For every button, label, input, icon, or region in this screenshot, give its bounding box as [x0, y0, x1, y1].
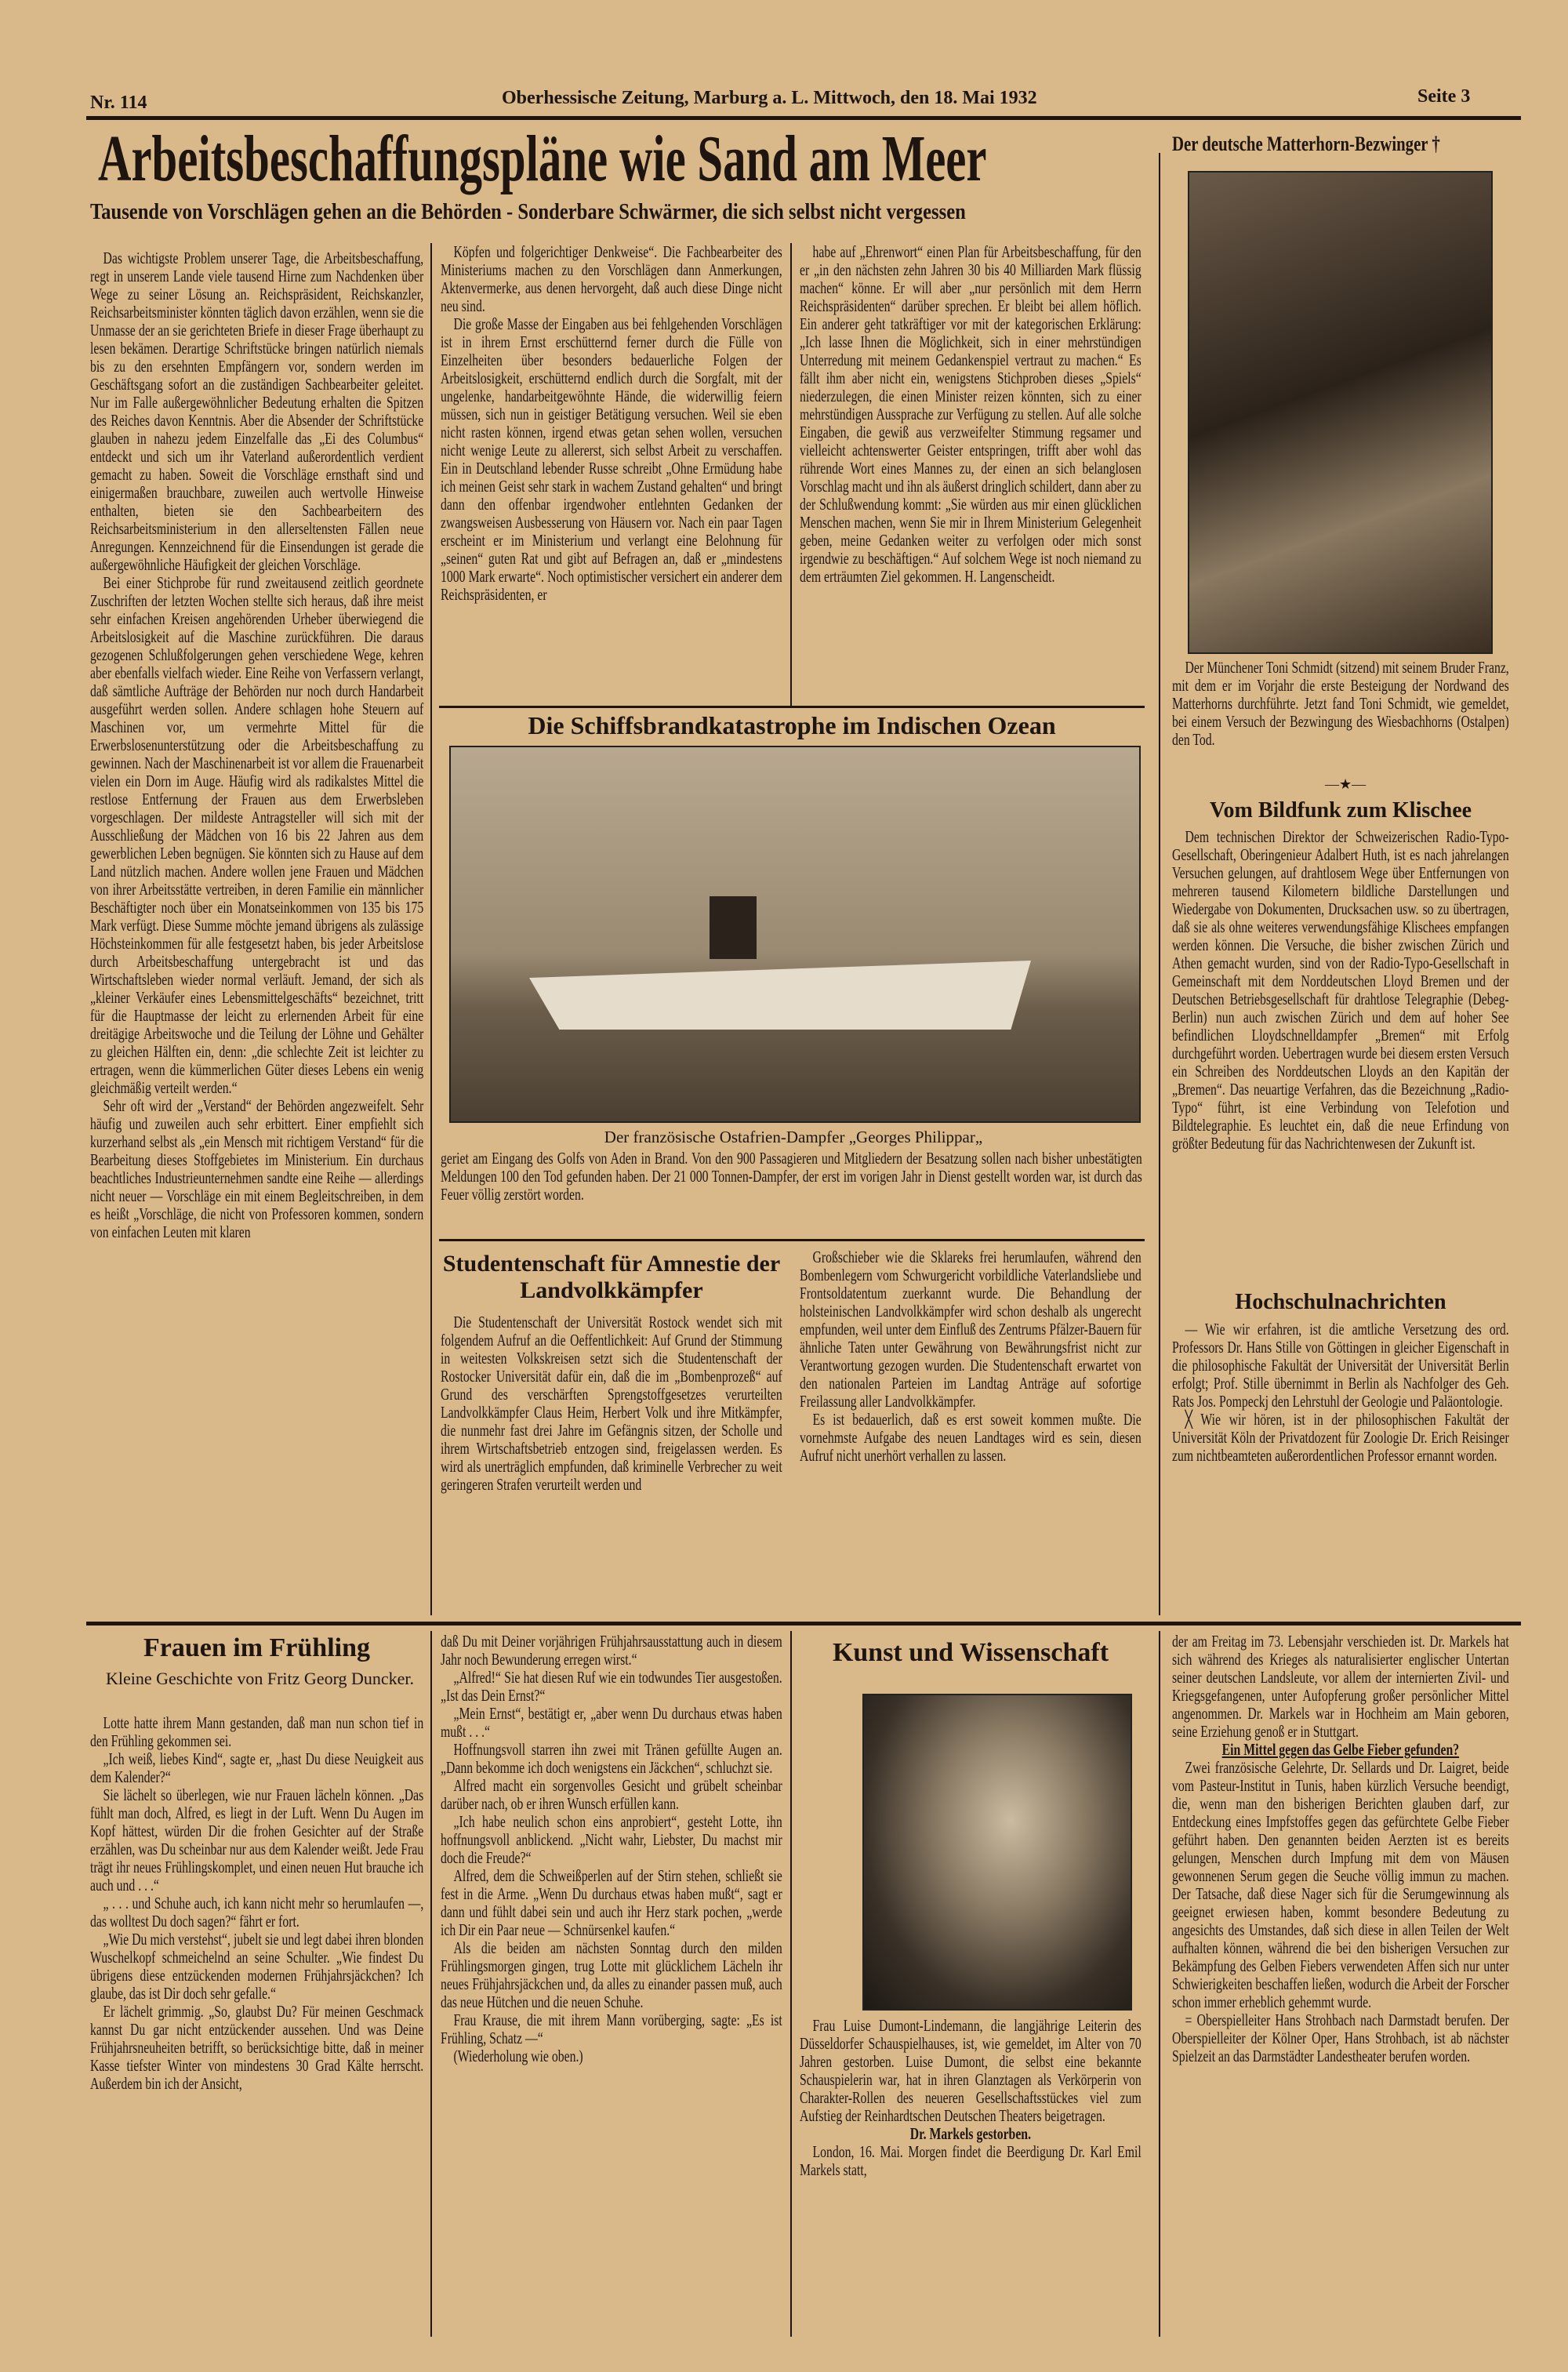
lead-subheadline: Tausende von Vorschlägen gehen an die Behörden - Sonderbare Schwärmer, die sich selbst nicht vergessen	[90, 200, 966, 224]
matterhorn-caption	[1172, 659, 1509, 749]
matterhorn-title: Der deutsche Matterhorn-Bezwinger †	[1172, 133, 1440, 155]
paragraph: Das wichtigste Problem unserer Tage, die Arbeitsbeschaffung, regt in unserem Lande viele tausend Hirne zum Nachdenken über Wege zu seiner Lösung an. Reichspräsident, Reichskanzler, Reichsarbeitsminister könnten täglich davon erzählen, wenn sie die Unmasse der an sie gerichteten Briefe in dieser Frage überhaupt zu lesen bekämen. Derartige Schriftstücke bringen natürlich niemals bis zu den ersehnten Empfängern vor, sondern werden im Geschäftsgang sofort an die zuständigen Sachbearbeiter geleitet. Nur im Falle außergewöhnlicher Bedeutung erhalten die Spitzen des Reiches davon Kenntnis. Aber die Absender der Schriftstücke glauben in nahezu jedem Einzelfalle das „Ei des Columbus“ entdeckt und sich um ihr Vaterland außerordentlich verdient gemacht zu haben. Soweit die Vorschläge ernsthaft sind und einigermaßen brauchbare, zuweilen auch wertvolle Hinweise enthalten, bieten sie den Sachbearbeitern des Reichsarbeitsministerium in den allerseltensten Fällen neue Anregungen. Kennzeichnend für die Einsendungen ist gerade die außergewöhnliche Häufigkeit der gleichen Vorschläge.	[90, 249, 424, 574]
markels-title: Dr. Markels gestorben.	[909, 2124, 1032, 2143]
paragraph: Die große Masse der Eingaben aus bei fehlgehenden Vorschlägen ist in ihrem Ernst erschütternd ferner durch die Fülle von Einzelheiten über besonders bedauerliche Folgen der Arbeitslosigkeit, erschütternd endlich durch die Sorgfalt, mit der ungelenke, handarbeitgewöhnte Hände, die widerwillig feiern müssen, sich nun in geistiger Betätigung versuchen. Weil sie eben nicht rasten können, irgend etwas getan sehen wollen, versuchen nicht wenige Leute zu allererst, sich selbst Arbeit zu verschaffen. Ein in Deutschland lebender Russe schreibt „Ohne Ermüdung habe ich meinen Geist sehr stark in wachem Zustand gehalten“ und bringt dann den offenbar irgendwoher entlehnten Gedanken der zwangsweisen Ausbesserung von Häusern vor. Nach ein paar Tagen erscheint er im Ministerium und verlangt eine Belohnung für „seinen“ guten Rat und gibt auf Befragen an, daß er „mindestens 1000 Mark erwarte“. Noch optimistischer versichert ein anderer dem Reichspräsidenten, er	[441, 314, 782, 604]
ship-title: Die Schiffsbrandkatastrophe im Indischen Ozean	[528, 711, 1056, 739]
fruehling-subtitle: Kleine Geschichte von Fritz Georg Duncker.	[106, 1669, 415, 1688]
fruehling-title: Frauen im Frühling	[143, 1633, 371, 1662]
paragraph: „Ich weiß, liebes Kind“, sagte er, „hast Du diese Neuigkeit aus dem Kalender?“	[90, 1749, 424, 1786]
star-separator: —★—	[1325, 776, 1367, 792]
paragraph: Sehr oft wird der „Verstand“ der Behörden angezweifelt. Sehr häufig und zuweilen auch sehr erbittert. Einer empfiehlt sich kurzerhand selbst als „ein Mensch mit richtigem Verstand“ für die Bearbeitung dieses Stoffgebietes im Ministerium. Ein durchaus beachtliches Industrieunternehmen sandte eine Reihe — allerdings nicht neuer — Vorschläge ein mit einem Begleitschreiben, in dem es heißt „Vorschläge, die nicht von Professoren kommen, sondern von einfachen Leuten mit klaren	[90, 1096, 424, 1241]
students-column-2	[800, 1248, 1142, 1465]
paragraph: ╳ Wie wir hören, ist in der philosophischen Fakultät der Universität Köln der Privatdozent für Zoologie Dr. Erich Reisinger zum nichtbeamteten außerordentlichen Professor ernannt worden.	[1172, 1410, 1509, 1465]
paragraph: habe auf „Ehrenwort“ einen Plan für Arbeitsbeschaffung, für den er „in den nächsten zehn Jahren 30 bis 40 Milliarden Mark flüssig machen“ könne. Er will aber „nur persönlich mit dem Herrn Reichspräsidenten“ darüber sprechen. Er bleibt bei allem höflich. Ein anderer geht tatkräftiger vor mit der kategorischen Erklärung: „Ich lasse Ihnen die Möglichkeit, sich in einer mehrstündigen Unterredung mit meinem Gedankenspiel vertraut zu machen.“ Es fällt ihm aber nicht ein, wenigstens Stichproben dieses „Spiels“ niederzulegen, die einen Minister reizen könnten, sich zu einer mehrstündigen Aussprache zur Verfügung zu stellen. Auf alle solche Eingaben, die gewiß aus verzweifelter Stimmung regsamer und vielleicht achtenswerter Geister entspringen, trifft aber wohl das rührende Wort eines Mannes zu, der einen an sich belanglosen Vorschlag macht und ihn als äußerst dringlich schildert, dann aber zu der Schlußwendung kommt: „Sie würden aus mir einen glücklichen Menschen machen, wenn Sie mir in Ihrem Ministerium Gelegenheit geben, meine Gedanken weiter zu verfolgen oder mich sonst irgendwie zu beschäftigen.“ Auf solchem Wege ist noch niemand zu dem erträumten Ziel gekommen. H. Langenscheidt.	[800, 242, 1142, 586]
paragraph: Es ist bedauerlich, daß es erst soweit kommen mußte. Die vornehmste Aufgabe des neuen Landtages wird es sein, diesen Aufruf nicht unerhört verhallen zu lassen.	[800, 1410, 1142, 1465]
paragraph: = Oberspielleiter Hans Strohbach nach Darmstadt berufen. Der Oberspielleiter der Kölner Oper, Hans Strohbach, ist ab nächster Spielzeit an das Darmstädter Landestheater berufen worden.	[1172, 2011, 1509, 2065]
paragraph: Hoffnungsvoll starren ihn zwei mit Tränen gefüllte Augen an. „Dann bekomme ich doch wenigstens ein Jäckchen“, schluchzt sie.	[441, 1740, 782, 1777]
paragraph: Lotte hatte ihrem Mann gestanden, daß man nun schon tief in den Frühling gekommen sei.	[90, 1713, 424, 1750]
paragraph: Alfred macht ein sorgenvolles Gesicht und grübelt scheinbar darüber nach, ob er ihren Wunsch erfüllen kann.	[441, 1776, 782, 1813]
paragraph: Sie lächelt so überlegen, wie nur Frauen lächeln können. „Das fühlt man doch, Alfred, es liegt in der Luft. Wenn Du Augen im Kopf hättest, würden Dir die frohen Gesichter auf der Straße erzählen, was Du scheinbar nur aus dem Kalender weißt. Jede Frau trägt ihr neues Frühlingskomplet, und einen neuen Hut brauche ich auch und . . .“	[90, 1785, 424, 1894]
paragraph: Zwei französische Gelehrte, Dr. Sellards und Dr. Laigret, beide vom Pasteur-Institut in Tunis, haben kürzlich Versuche beendigt, die, wenn man den bisherigen Berichten glauben darf, zur Entdeckung eines Impfstoffes gegen das gefürchtete Gelbe Fieber geführt haben. Den genannten beiden Aerzten ist es bereits gelungen, Menschen durch Impfung mit dem von Mäusen gewonnenen Serum gegen die Seuche völlig immun zu machen. Der Tatsache, daß diese Nager sich für die Serumgewinnung als geeignet erwiesen haben, kommt besondere Bedeutung zu angesichts des Umstandes, daß sich diese in allen Teilen der Welt aufhalten können, während die bei den bisherigen Versuchen zur Bekämpfung des Gelben Fiebers verwendeten Affen sich nur unter Schwierigkeiten beschaffen ließen, wodurch die Arbeit der Forscher schon immer erheblich gehemmt wurde.	[1172, 1758, 1509, 2011]
paragraph: (Wiederholung wie oben.)	[453, 2047, 583, 2065]
paragraph: „Mein Ernst“, bestätigt er, „aber wenn Du durchaus etwas haben mußt . . .“	[441, 1704, 782, 1741]
ship-photo	[449, 746, 1141, 1123]
paragraph: der am Freitag im 73. Lebensjahr verschieden ist. Dr. Markels hat sich während des Krieges als naturalisierter englischer Untertan seiner deutschen Landsleute, vor allem der internierten Zivil- und Kriegsgefangenen, unter Aufopferung großer persönlicher Mittel angenommen. Dr. Markels war in Hochheim am Main geboren, seine Erziehung genoß er in Stuttgart.	[1172, 1632, 1509, 1741]
fruehling-column-1	[90, 1714, 423, 2093]
paragraph: London, 16. Mai. Morgen findet die Beerdigung Dr. Karl Emil Markels statt,	[800, 2142, 1142, 2179]
lead-column-3	[800, 243, 1142, 586]
paragraph: Dem technischen Direktor der Schweizerischen Radio-Typo-Gesellschaft, Oberingenieur Adalbert Huth, ist es nach jahrelangen Versuchen gelungen, auf drahtlosem Wege über Entfernungen von mehreren tausend Kilometern bildliche Darstellungen und Wiedergabe von Dokumenten, Drucksachen usw. so zu übertragen, daß sie als ohne weiteres verwendungsfähige Klischees empfangen werden können. Die Versuche, die bisher zwischen Zürich und Athen gemacht wurden, sind von der Radio-Typo-Gesellschaft in Gemeinschaft mit dem Norddeutschen Lloyd Bremen und der Deutschen Betriebsgesellschaft für drahtlose Telegraphie (Debeg-Berlin) nun auch zwischen Zürich und dem auf hoher See befindlichen Lloydschnelldampfer „Bremen“ mit Erfolg durchgeführt worden. Uebertragen wurde bei diesem ersten Versuch ein Schreiben des Norddeutschen Lloyds an den Kapitän der „Bremen“. Das neuartige Verfahren, das die Bezeichnung „Radio-Typo“ führt, ist eine Verbindung von Telefotion und Bildtelegraphie. Es leuchtet ein, daß die neue Erfindung von größter Bedeutung für das Nachrichtenwesen der Zukunft ist.	[1172, 827, 1509, 1153]
masthead-dateline: Oberhessische Zeitung, Marburg a. L. Mittwoch, den 18. Mai 1932	[502, 88, 1037, 108]
issue-number: Nr. 114	[90, 93, 147, 113]
paragraph: Köpfen und folgerichtiger Denkweise“. Die Fachbearbeiter des Ministeriums machen zu den Vorschlägen dann Anmerkungen, Aktenvermerke, aus denen hervorgeht, daß auch diese Dinge nicht neu sind.	[441, 242, 782, 315]
paragraph: Großschieber wie die Sklareks frei herumlaufen, während den Bombenlegern vom Schwurgericht vorbildliche Vaterlandsliebe und Frontsoldatentum zuerkannt wurde. Die Behandlung der holsteinischen Landvolkkämpfer wird schon deshalb als ungerecht empfunden, weil unter dem Einfluß des Zentrums Pfälzer-Bauern für ähnliche Taten unter Gewährung von Bewährungsfrist nicht zur Verantwortung gezogen wurden. Die Studentenschaft erwartet von den nationalen Parteien im Landtag Anträge auf sofortige Freilassung aller Landvolkkämpfer.	[800, 1248, 1142, 1411]
paragraph: Er lächelt grimmig. „So, glaubst Du? Für meinen Geschmack kannst Du gar nicht entzückender aussehen. Und was Deine Frühjahrsneuheiten betrifft, so berücksichtige bitte, daß in meiner Kasse tiefster Winter von mindestens 30 Grad Kälte herrscht. Außerdem bin ich der Ansicht,	[90, 2002, 424, 2093]
lead-column-1	[90, 249, 423, 1241]
page-number: Seite 3	[1417, 86, 1471, 107]
bildfunk-text	[1172, 828, 1509, 1153]
paragraph: Bei einer Stichprobe für rund zweitausend zeitlich geordnete Zuschriften der letzten Wochen stellte sich heraus, daß ihre meist sehr einfachen Kreisen angehörenden Urheber überwiegend die Arbeitslosigkeit auf die Maschine zurückführen. Die daraus gezogenen Schlußfolgerungen gehen verschiedene Wege, kehren aber ebenfalls vielfach wieder. Eine Reihe von Verfassern verlangt, daß sämtliche Aufträge der Behörden nur noch durch Handarbeit ausgeführt werden sollen. Andere schlagen hohe Steuern auf Maschinen vor, um vermehrte Mittel für die Erwerbslosenunterstützung oder die Arbeitsbeschaffung zu gewinnen. Nach der Maschinenarbeit ist vor allem die Frauenarbeit vielen ein Dorn im Auge. Häufig wird als radikalstes Mittel die restlose Entfernung der Frauen aus dem Erwerbsleben vorgeschlagen. Der mildeste Antragsteller will sich mit der Ausschließung der Mädchen von 16 bis 22 Jahren aus dem gewerblichen Leben begnügen. Sie könnten sich zu Hause auf dem Land nützlich machen. Andere wollen jene Frauen und Mädchen von ihrer Arbeitsstätte vertreiben, in deren Familie ein männlicher Beschäftigter noch über ein Monatseinkommen von 135 bis 175 Mark verfügt. Diese Summe möchte jemand übrigens als zulässige Höchsteinkommen für alle festgesetzt haben, bis jeder Arbeitslose durch Arbeitsbeschaffung untergebracht ist und das Wirtschaftsleben wieder normal verläuft. Jemand, der sich als „kleiner Verkäufer eines Lebensmittelgeschäfts“ bezeichnet, tritt für die Hauptmasse der leicht zu erlernenden Arbeit für eine dreitägige Arbeitswoche und die Teilung der Löhne und Gehälter zu gleichen Hälften ein, denn: „die schlechte Zeit ist leichter zu ertragen, wenn die kümmerlichen Güter dieses Lebens ein wenig gleichmäßig verteilt werden.“	[90, 573, 424, 1097]
students-title: Studentenschaft für Amnestie der Landvolkkämpfer	[442, 1251, 781, 1303]
ship-text	[441, 1150, 1142, 1204]
paragraph: „ . . . und Schuhe auch, ich kann nicht mehr so herumlaufen —, das wolltest Du doch sagen?“ fährt er fort.	[90, 1894, 424, 1931]
lead-column-2	[441, 243, 782, 604]
hochschul-title: Hochschulnachrichten	[1235, 1290, 1446, 1314]
bildfunk-title: Vom Bildfunk zum Klischee	[1209, 798, 1472, 823]
ship-caption: Der französische Ostafrien-Dampfer „Georges Philippar„	[604, 1128, 983, 1146]
paragraph: daß Du mit Deiner vorjährigen Frühjahrsausstattung auch in diesem Jahr noch Bewunderung erregen wirst.“	[441, 1632, 782, 1669]
dumont-portrait	[862, 1694, 1132, 2011]
column-rule	[790, 243, 792, 706]
column-rule	[430, 243, 432, 1615]
paragraph: Der Münchener Toni Schmidt (sitzend) mit seinem Bruder Franz, mit dem er im Vorjahr die erste Besteigung der Nordwand des Matterhorns durchführte. Jetzt fand Toni Schmidt, wie gemeldet, bei einem Versuch der Bezwingung des Wiesbachhorns (Ostalpen) den Tod.	[1172, 658, 1509, 749]
lead-headline: Arbeitsbeschaffungspläne wie Sand am Meer	[98, 122, 987, 195]
paragraph: geriet am Eingang des Golfs von Aden in Brand. Von den 900 Passagieren und Mitgliedern der Besatzung sollen nach bisher unbestätigten Meldungen 100 den Tod gefunden haben. Der 21 000 Tonnen-Dampfer, der erst im vorigen Jahr in Dienst gestellt worden war, ist durch das Feuer völlig zerstört worden.	[441, 1149, 1142, 1204]
paragraph: „Wie Du mich verstehst“, jubelt sie und legt dabei ihren blonden Wuschelkopf schmeichelnd an seine Schulter. „Wie findest Du übrigens diese entzückenden modernen Frühjahrsjäckchen? Ich glaube, das ist Dir doch sehr gefalle.“	[90, 1930, 424, 2003]
column-rule	[790, 1631, 792, 2337]
students-column-1	[441, 1313, 782, 1494]
fieber-title: Ein Mittel gegen das Gelbe Fieber gefunden?	[1221, 1740, 1460, 1759]
column-rule	[430, 1631, 432, 2337]
section-rule	[439, 706, 1145, 708]
kunst-title: Kunst und Wissenschaft	[832, 1638, 1109, 1667]
section-rule	[86, 1622, 1521, 1626]
paragraph: Frau Luise Dumont-Lindemann, die langjährige Leiterin des Düsseldorfer Schauspielhauses, ist, wie gemeldet, im Alter von 70 Jahren gestorben. Luise Dumont, die selbst eine bekannte Schauspielerin war, hat in ihren Glanztagen als Verkörperin von Charakter-Rollen des neueren Gesellschaftsstückes viel zum Aufstieg der Reinhardtschen Deutschen Theaters beigetragen.	[800, 2016, 1142, 2125]
paragraph: Alfred, dem die Schweißperlen auf der Stirn stehen, schließt sie fest in die Arme. „Wenn Du durchaus etwas haben mußt“, sagt er dann und fühlt dabei sein und auch ihr Herz stark pochen, „werde ich Dir ein Paar neue — Schnürsenkel kaufen.“	[441, 1866, 782, 1939]
fruehling-column-2	[441, 1633, 782, 2065]
paragraph: — Wie wir erfahren, ist die amtliche Versetzung des ord. Professors Dr. Hans Stille von Göttingen in gleicher Eigenschaft in die philosophische Fakultät der Universität der Universität Berlin erfolgt; Prof. Stille übernimmt in Berlin als Nachfolger des Geh. Rats Jos. Pompeckj den Lehrstuhl der Geologie und Paläontologie.	[1172, 1320, 1509, 1411]
kunst-text	[800, 2017, 1142, 2179]
paragraph: Die Studentenschaft der Universität Rostock wendet sich mit folgendem Aufruf an die Oeffentlichkeit: Auf Grund der Stimmung in weitesten Volkskreisen setzt sich die Studentenschaft der Rostocker Universität dafür ein, daß die im „Bombenprozeß“ auf Grund des verschärften Sprengstoffgesetzes verurteilten Landvolkkämpfer Claus Heim, Herbert Volk und ihre Mitkämpfer, die nunmehr fast drei Jahre im Gefängnis sitzen, der Scholle und ihrem Wirtschaftsbetrieb entzogen sind, freigelassen werden. Es wird als unerträglich empfunden, daß kriminelle Verbrecher zu weit geringeren Strafen verurteilt werden und	[441, 1313, 782, 1494]
ship-hull-shape	[529, 943, 1031, 1030]
paragraph: „Ich habe neulich schon eins anprobiert“, gesteht Lotte, ihn hoffnungsvoll anblickend. „Nicht wahr, Liebster, Du machst mir doch die Freude?“	[441, 1812, 782, 1867]
hochschul-text	[1172, 1320, 1509, 1465]
paragraph: Frau Krause, die mit ihrem Mann vorüberging, sagte: „Es ist Frühling, Schatz —“	[441, 2011, 782, 2047]
ship-funnel-shape	[710, 896, 757, 959]
column-rule	[1159, 153, 1160, 1615]
kunst-column-2	[1172, 1633, 1509, 2065]
column-rule	[1159, 1631, 1160, 2337]
matterhorn-photo	[1188, 171, 1493, 654]
masthead-rule	[86, 116, 1521, 120]
paragraph: „Alfred!“ Sie hat diesen Ruf wie ein todwundes Tier ausgestoßen. „Ist das Dein Ernst?“	[441, 1668, 782, 1705]
section-rule	[439, 1239, 1145, 1241]
paragraph: Als die beiden am nächsten Sonntag durch den milden Frühlingsmorgen gingen, trug Lotte mit glücklichem Lächeln ihr neues Frühjahrsjäckchen und, da alles zu einander passen muß, auch das neue Hütchen und die neuen Schuhe.	[441, 1938, 782, 2011]
